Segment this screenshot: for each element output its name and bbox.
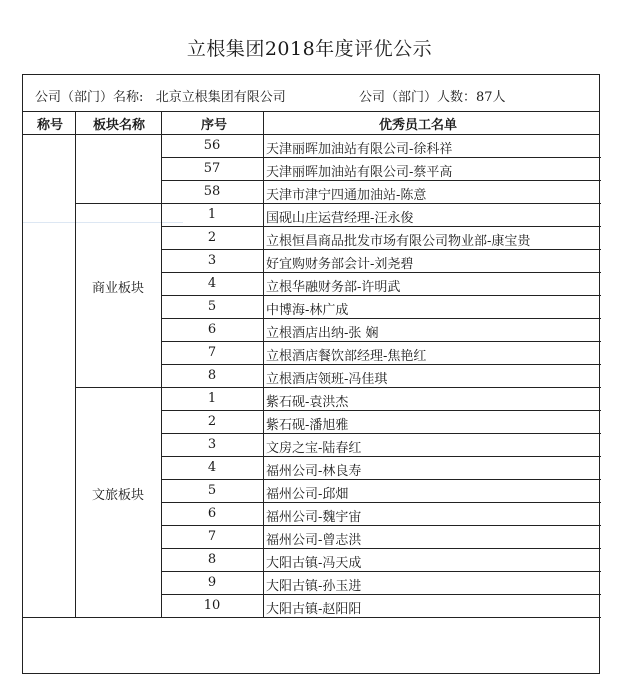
- row-divider: [161, 157, 601, 158]
- employee-name: 天津丽晖加油站有限公司-蔡平高: [266, 165, 453, 180]
- sector-label: 商业板块: [91, 281, 144, 296]
- employee-name: 文房之宝-陆春红: [266, 441, 362, 456]
- employee-name: 紫石砚-袁洪杰: [266, 395, 349, 410]
- row-divider: [161, 433, 601, 434]
- header-sector-col: 板块名称: [93, 118, 146, 133]
- row-number: 3: [207, 437, 217, 452]
- column-divider: [263, 134, 264, 617]
- column-divider: [161, 134, 162, 617]
- employee-name: 立根酒店出纳-张 娴: [266, 326, 379, 341]
- row-number: 56: [203, 138, 221, 153]
- employee-name: 立根酒店餐饮部经理-焦艳红: [266, 349, 427, 364]
- row-divider: [161, 525, 601, 526]
- row-divider: [161, 479, 601, 480]
- employee-name: 天津丽晖加油站有限公司-徐科祥: [266, 142, 453, 157]
- row-number: 9: [207, 575, 217, 590]
- column-divider: [75, 134, 76, 617]
- row-number: 7: [207, 345, 217, 360]
- row-divider: [161, 410, 601, 411]
- employee-name: 立根酒店领班-冯佳琪: [266, 372, 388, 387]
- company-label: 公司（部门）名称:: [35, 90, 144, 105]
- row-number: 1: [207, 207, 217, 222]
- employee-name: 福州公司-林良寿: [266, 464, 362, 479]
- row-divider: [161, 456, 601, 457]
- row-number: 8: [207, 368, 217, 383]
- row-divider: [161, 226, 601, 227]
- company-info: [35, 86, 286, 105]
- group-divider: [75, 387, 161, 388]
- header-number-col: 序号: [201, 118, 228, 133]
- header-title-col: 称号: [37, 118, 64, 133]
- row-divider: [161, 594, 601, 595]
- row-divider: [161, 180, 601, 181]
- row-number: 3: [207, 253, 217, 268]
- headcount: 公司（部门）人数：87人: [359, 90, 506, 105]
- header-divider: [75, 111, 76, 134]
- row-number: 10: [203, 598, 221, 613]
- employee-name: 福州公司-邱畑: [266, 487, 349, 502]
- row-number: 4: [207, 276, 217, 291]
- row-divider: [161, 249, 601, 250]
- employee-name: 大阳古镇-冯天成: [266, 556, 362, 571]
- row-divider: [161, 571, 601, 572]
- row-number: 6: [207, 322, 217, 337]
- page-title: 立根集团2018年度评优公示: [186, 38, 433, 60]
- employee-name: 大阳古镇-赵阳阳: [266, 602, 362, 617]
- row-divider: [161, 341, 601, 342]
- row-divider: [161, 364, 601, 365]
- row-divider: [161, 295, 601, 296]
- employee-name: 中博海-林广成: [266, 303, 349, 318]
- header-row: [23, 111, 599, 135]
- employee-name: 好宜购财务部会计-刘尧碧: [266, 257, 414, 272]
- sector-label: 文旅板块: [91, 488, 144, 503]
- employee-name: 福州公司-魏宇宙: [266, 510, 362, 525]
- table-bottom-line: [23, 617, 601, 618]
- row-divider: [161, 203, 601, 204]
- row-number: 58: [203, 184, 221, 199]
- award-table: [22, 74, 600, 674]
- row-number: 4: [207, 460, 217, 475]
- row-divider: [161, 318, 601, 319]
- row-number: 1: [207, 391, 217, 406]
- row-number: 6: [207, 506, 217, 521]
- employee-name: 立根恒昌商品批发市场有限公司物业部-康宝贵: [266, 234, 531, 249]
- row-number: 7: [207, 529, 217, 544]
- employee-name: 福州公司-曾志洪: [266, 533, 362, 548]
- row-divider: [161, 387, 601, 388]
- info-row: [23, 75, 599, 112]
- row-divider: [161, 272, 601, 273]
- header-divider: [161, 111, 162, 134]
- employee-name: 大阳古镇-孙玉进: [266, 579, 362, 594]
- header-divider: [263, 111, 264, 134]
- row-number: 5: [207, 483, 217, 498]
- employee-name: 国砚山庄运营经理-汪永俊: [266, 211, 414, 226]
- row-divider: [161, 502, 601, 503]
- employee-name: 紫石砚-潘旭雅: [266, 418, 349, 433]
- employee-name: 天津市津宁四通加油站-陈意: [266, 188, 427, 203]
- row-number: 8: [207, 552, 217, 567]
- row-number: 2: [207, 414, 217, 429]
- employee-name: 立根华融财务部-许明武: [266, 280, 401, 295]
- scan-artifact-line: [23, 222, 183, 223]
- row-divider: [161, 548, 601, 549]
- row-number: 2: [207, 230, 217, 245]
- row-number: 5: [207, 299, 217, 314]
- header-names-col: 优秀员工名单: [379, 118, 458, 133]
- row-number: 57: [203, 161, 221, 176]
- group-divider: [75, 203, 161, 204]
- company-name: 北京立根集团有限公司: [155, 90, 286, 105]
